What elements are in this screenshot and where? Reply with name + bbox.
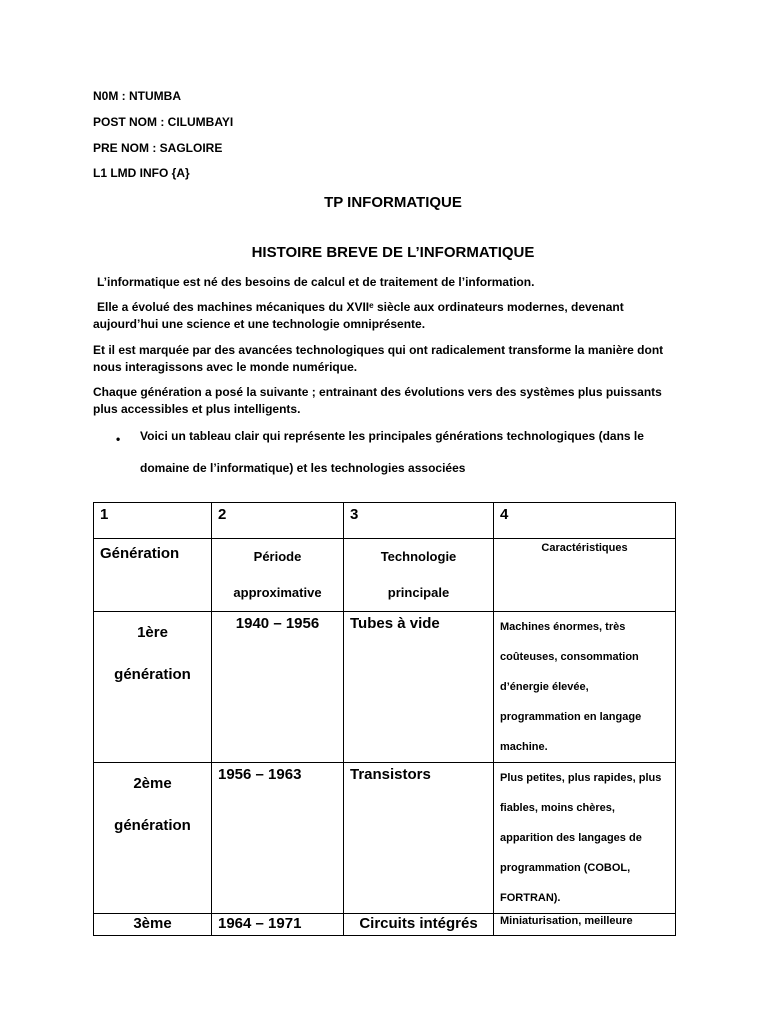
col-number-1: 1: [94, 503, 212, 539]
table-header-row: [94, 539, 676, 612]
student-pre-nom: PRE NOM : SAGLOIRE: [93, 141, 223, 155]
row3-characteristics: Miniaturisation, meilleure: [494, 914, 676, 936]
row1-period: 1940 – 1956: [212, 612, 344, 763]
document-subtitle: HISTOIRE BREVE DE L’INFORMATIQUE: [251, 244, 535, 261]
row2-generation: 2ème génération: [94, 763, 212, 914]
student-class: L1 LMD INFO {A}: [93, 166, 190, 180]
header-technology: Technologie principale: [344, 539, 494, 612]
row1-technology: Tubes à vide: [344, 612, 494, 763]
row2-technology: Transistors: [344, 763, 494, 914]
col-number-2: 2: [212, 503, 344, 539]
document-title: TP INFORMATIQUE: [324, 194, 462, 211]
row3-technology: Circuits intégrés: [344, 914, 494, 936]
bullet-text: Voici un tableau clair qui représente les principales générations technologiques (dans le domaine de l’informatique) et les technologies associées: [140, 429, 644, 475]
paragraph-1: L’informatique est né des besoins de calcul et de traitement de l’information.: [97, 275, 535, 289]
paragraph-3: Et il est marquée par des avancées technologiques qui ont radicalement transforme la manière dont nous interagissons avec le monde numérique.: [93, 343, 664, 374]
student-post-nom: POST NOM : CILUMBAYI: [93, 115, 234, 129]
header-generation: Génération: [94, 539, 212, 612]
generations-table: [93, 502, 676, 936]
row1-generation: 1ère génération: [94, 612, 212, 763]
header-characteristics: Caractéristiques: [494, 539, 676, 612]
row2-characteristics: Plus petites, plus rapides, plus fiables, moins chères, apparition des langages de programmation (COBOL, FORTRAN).: [494, 763, 676, 914]
row1-characteristics: Machines énormes, très coûteuses, consommation d’énergie élevée, programmation en langage machine.: [494, 612, 676, 763]
col-number-3: 3: [344, 503, 494, 539]
col-number-4: 4: [494, 503, 676, 539]
student-nom: N0M : NTUMBA: [93, 89, 181, 103]
table-row: [94, 914, 676, 936]
paragraph-2: Elle a évolué des machines mécaniques du XVIIᵉ siècle aux ordinateurs modernes, devenant aujourd’hui une science et une technologie omniprésente.: [93, 300, 624, 331]
table-row: [94, 612, 676, 763]
table-row: [94, 763, 676, 914]
paragraph-4: Chaque génération a posé la suivante ; entrainant des évolutions vers des systèmes plus puissants plus accessibles et plus intelligents.: [93, 385, 662, 416]
row3-period: 1964 – 1971: [212, 914, 344, 936]
row3-generation: 3ème: [94, 914, 212, 936]
row2-period: 1956 – 1963: [212, 763, 344, 914]
bullet-icon: •: [116, 432, 121, 446]
table-number-row: [94, 503, 676, 539]
header-period: Période approximative: [212, 539, 344, 612]
